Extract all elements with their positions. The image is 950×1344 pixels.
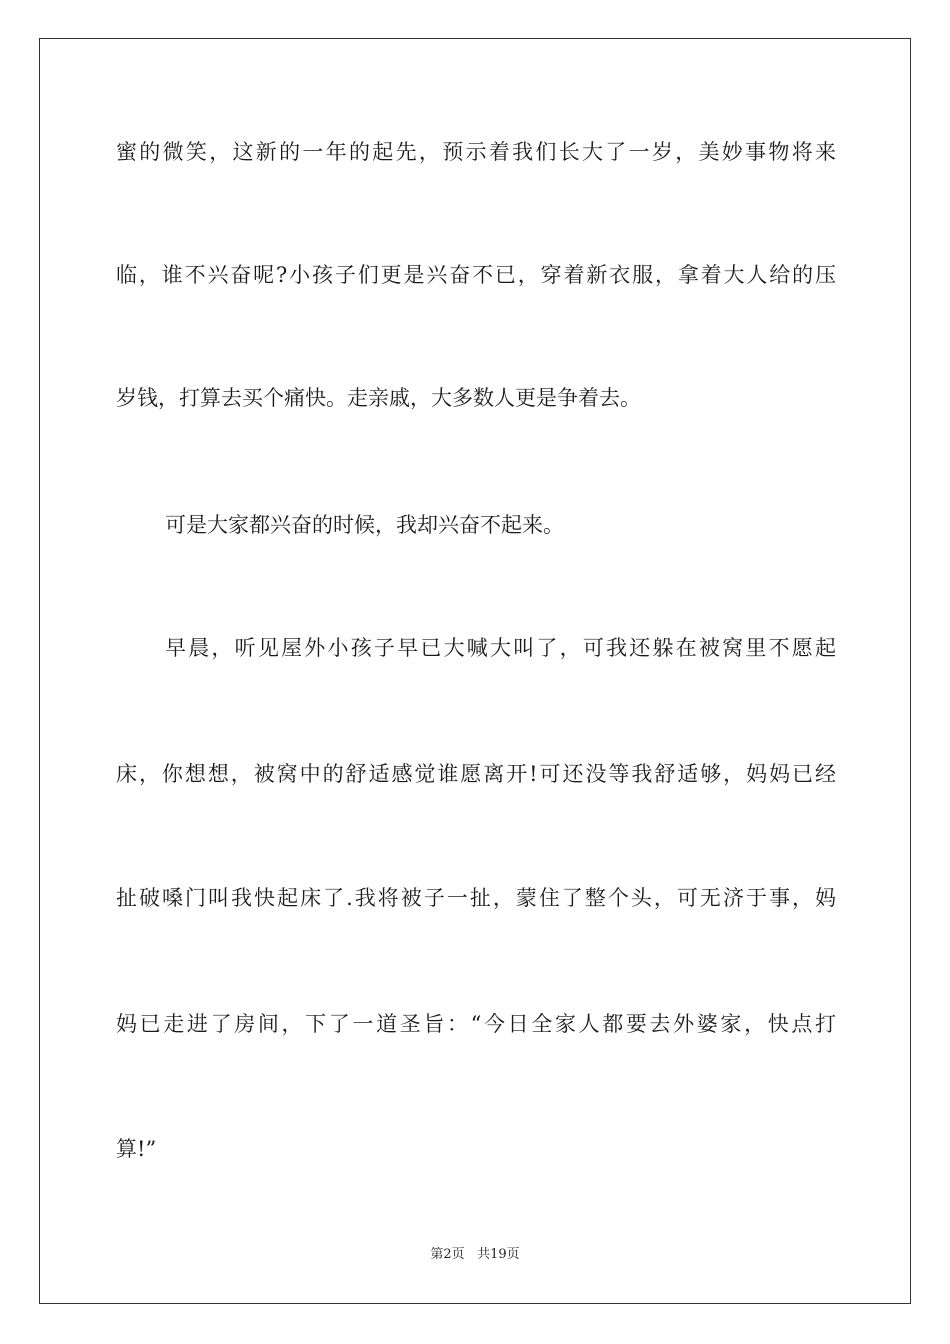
text-line-7: 扯破嗓门叫我快起床了.我将被子一扯，蒙住了整个头，可无济于事，妈 xyxy=(116,886,836,910)
text-line-9: 算!” xyxy=(116,1137,157,1161)
page-total: 共19页 xyxy=(477,1247,520,1262)
text-line-2: 临，谁不兴奋呢?小孩子们更是兴奋不已，穿着新衣服，拿着大人给的压 xyxy=(116,263,836,287)
text-line-5: 早晨，听见屋外小孩子早已大喊大叫了，可我还躲在被窝里不愿起 xyxy=(165,636,836,660)
text-line-1: 蜜的微笑，这新的一年的起先，预示着我们长大了一岁，美妙事物将来 xyxy=(116,140,836,164)
text-line-6: 床，你想想，被窝中的舒适感觉谁愿离开!可还没等我舒适够，妈妈已经 xyxy=(116,762,836,786)
page-number: 第2页 xyxy=(430,1247,465,1262)
page-border xyxy=(39,38,911,1304)
text-line-4: 可是大家都兴奋的时候，我却兴奋不起来。 xyxy=(165,513,564,537)
page-footer xyxy=(0,1246,950,1264)
text-line-3: 岁钱，打算去买个痛快。走亲戚，大多数人更是争着去。 xyxy=(116,386,641,410)
text-line-8: 妈已走进了房间，下了一道圣旨：“今日全家人都要去外婆家，快点打 xyxy=(116,1012,836,1036)
